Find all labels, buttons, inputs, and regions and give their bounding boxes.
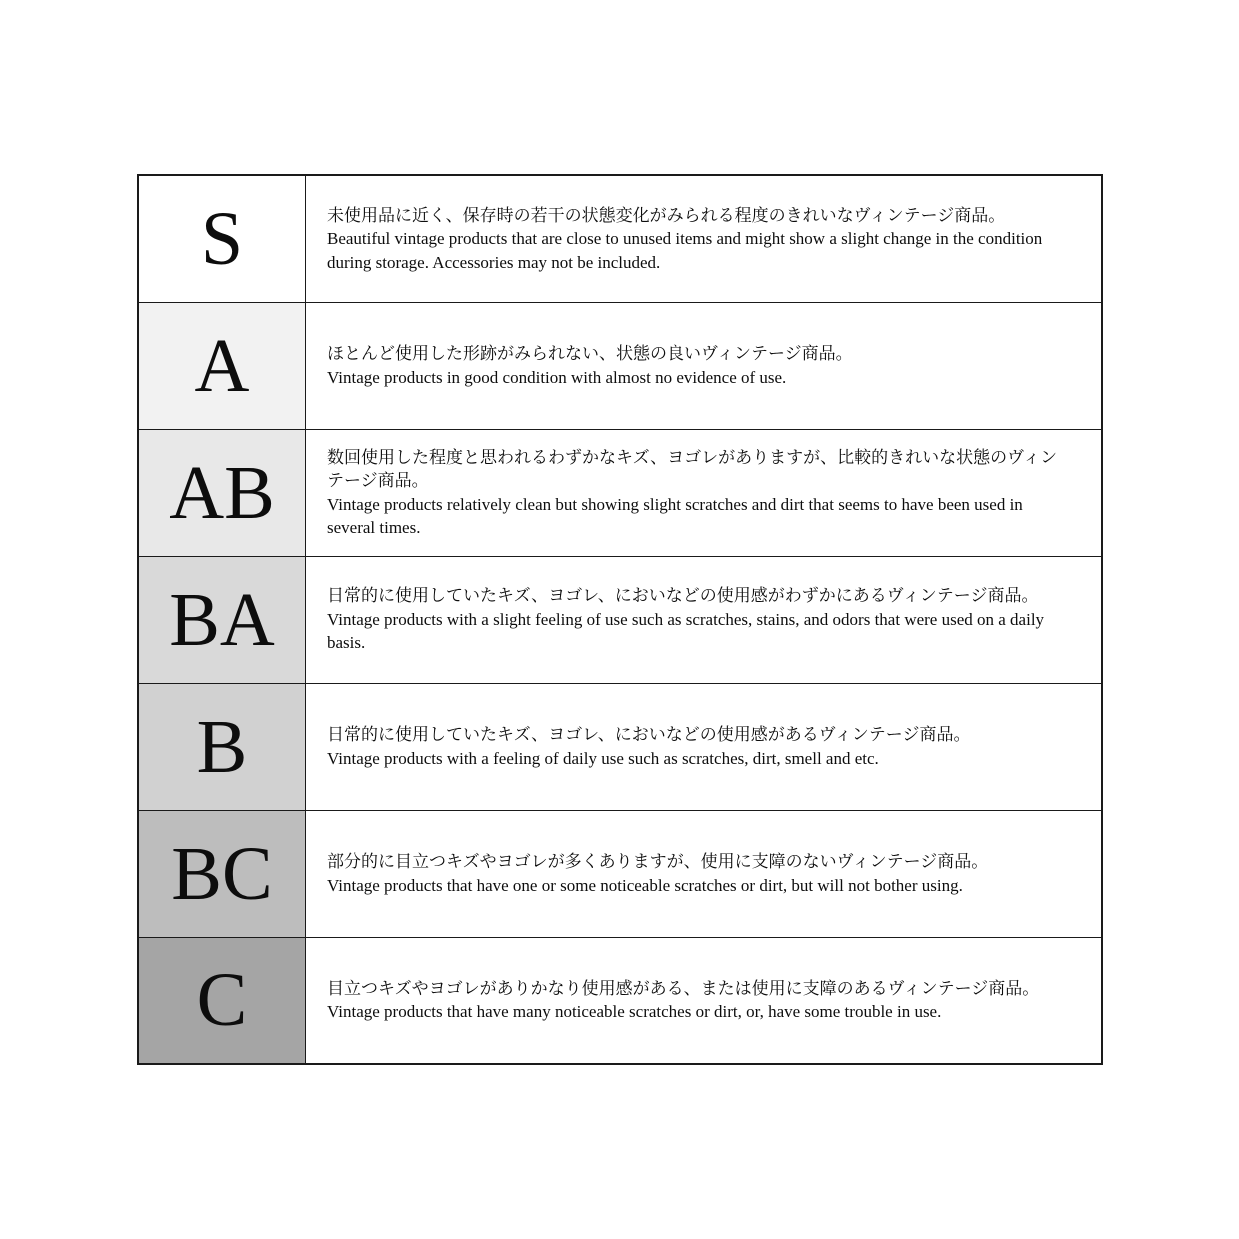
table-row	[138, 683, 1102, 810]
description-cell	[306, 810, 1103, 937]
description-cell	[306, 683, 1103, 810]
table-row	[138, 429, 1102, 556]
description-japanese: 部分的に目立つキズやヨゴレが多くありますが、使用に支障のないヴィンテージ商品。	[327, 852, 989, 871]
description-japanese: 未使用品に近く、保存時の若干の状態変化がみられる程度のきれいなヴィンテージ商品。	[327, 205, 1006, 225]
description-cell	[306, 175, 1103, 302]
grade-label-ba: BA	[138, 556, 306, 683]
grade-label-b: B	[138, 683, 306, 810]
grade-label-a: A	[138, 302, 306, 429]
description-english: Vintage products that have one or some noticeable scratches or dirt, but will not bother using.	[327, 875, 963, 895]
description-english: Beautiful vintage products that are close to unused items and might show a slight change in the condition during storage. Accessories may not be included.	[327, 229, 1043, 272]
description-cell	[306, 556, 1103, 683]
table-row	[138, 302, 1102, 429]
grade-label-bc: BC	[138, 810, 306, 937]
table-row	[138, 937, 1102, 1064]
description-english: Vintage products that have many noticeable scratches or dirt, or, have some trouble in use.	[327, 1002, 942, 1022]
table-row	[138, 556, 1102, 683]
description-japanese: 目立つキズやヨゴレがありかなり使用感がある、または使用に支障のあるヴィンテージ商品。	[327, 978, 1040, 998]
description-japanese: 日常的に使用していたキズ、ヨゴレ、においなどの使用感がわずかにあるヴィンテージ商品。	[327, 586, 1039, 606]
table-row	[138, 175, 1102, 302]
description-japanese: 数回使用した程度と思われるわずかなキズ、ヨゴレがありますが、比較的きれいな状態のヴィンテージ商品。	[327, 447, 1058, 490]
condition-grade-table	[137, 174, 1103, 1065]
description-english: Vintage products with a slight feeling of use such as scratches, stains, and odors that were used on a daily basis.	[327, 609, 1045, 653]
description-japanese: ほとんど使用した形跡がみられない、状態の良いヴィンテージ商品。	[327, 344, 853, 363]
description-cell	[306, 302, 1103, 429]
description-japanese: 日常的に使用していたキズ、ヨゴレ、においなどの使用感があるヴィンテージ商品。	[327, 725, 971, 744]
grade-label-ab: AB	[138, 429, 306, 556]
grade-label-s: S	[138, 175, 306, 302]
description-cell	[306, 429, 1103, 556]
table-row	[138, 810, 1102, 937]
grade-label-c: C	[138, 937, 306, 1064]
description-english: Vintage products in good condition with almost no evidence of use.	[327, 367, 787, 387]
description-english: Vintage products with a feeling of daily use such as scratches, dirt, smell and etc.	[327, 748, 879, 768]
description-cell	[306, 937, 1103, 1064]
description-english: Vintage products relatively clean but showing slight scratches and dirt that seems to have been used in several times.	[327, 494, 1023, 537]
